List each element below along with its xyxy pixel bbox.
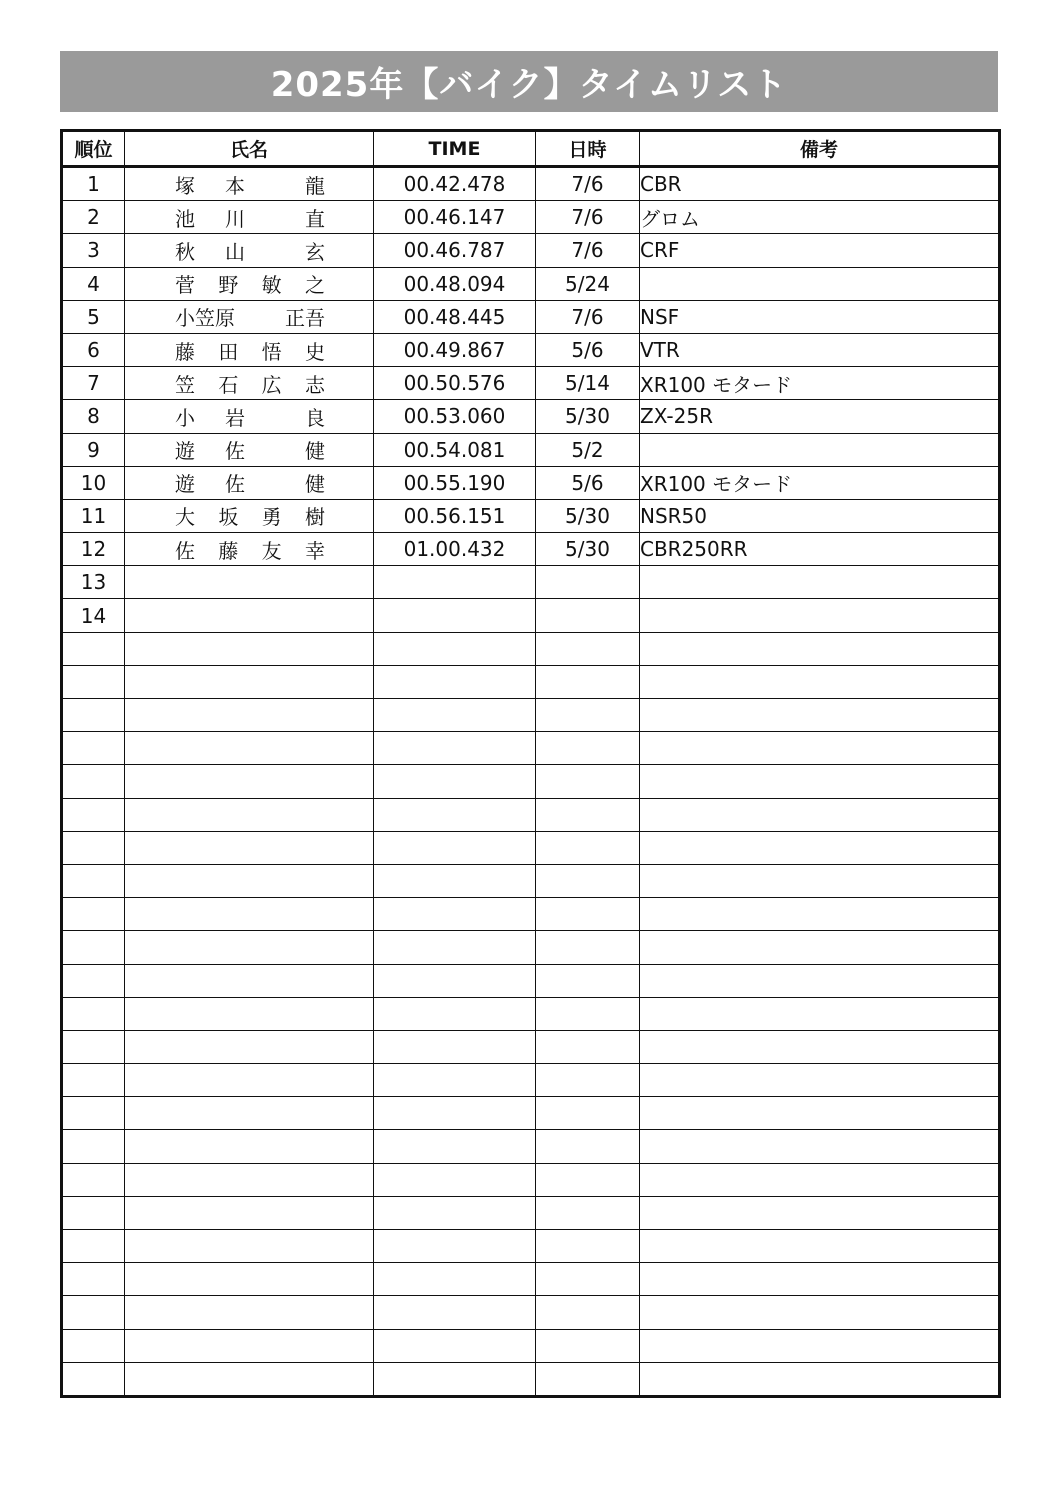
note-cell [640, 267, 1000, 300]
page-title: 2025年【バイク】タイムリスト [60, 51, 998, 112]
name-part: 史 [304, 339, 325, 364]
time-cell: 00.48.094 [374, 267, 536, 300]
name-part: 小笠原 [175, 306, 235, 331]
date-cell: 7/6 [536, 234, 640, 267]
table-row [62, 201, 1000, 234]
note-cell [640, 566, 1000, 599]
time-cell: 00.46.147 [374, 201, 536, 234]
rank-cell: 11 [62, 499, 125, 532]
empty-date-cell [536, 931, 640, 964]
empty-date-cell [536, 732, 640, 765]
table-row [62, 400, 1000, 433]
empty-time-cell [374, 1230, 536, 1263]
name-part: 田 [218, 339, 239, 364]
rank-cell: 7 [62, 367, 125, 400]
date-cell: 5/30 [536, 499, 640, 532]
empty-time-cell [374, 1130, 536, 1163]
empty-rank-cell [62, 931, 125, 964]
time-cell [374, 566, 536, 599]
empty-time-cell [374, 1064, 536, 1097]
name-part: 塚 [175, 173, 195, 198]
empty-date-cell [536, 765, 640, 798]
name-part: 佐 [225, 472, 245, 497]
name-parts [125, 336, 373, 365]
empty-note-cell [640, 1296, 1000, 1329]
date-cell: 5/30 [536, 533, 640, 566]
empty-row [62, 1030, 1000, 1063]
empty-note-cell [640, 632, 1000, 665]
note-cell: グロム [640, 201, 1000, 234]
empty-row [62, 864, 1000, 897]
empty-name-cell [125, 1064, 374, 1097]
name-part: 佐 [225, 439, 245, 464]
table-row [62, 499, 1000, 532]
empty-note-cell [640, 1329, 1000, 1362]
time-cell: 00.42.478 [374, 167, 536, 201]
empty-rank-cell [62, 732, 125, 765]
empty-rank-cell [62, 1064, 125, 1097]
empty-row [62, 632, 1000, 665]
name-parts [125, 203, 373, 232]
time-cell: 00.53.060 [374, 400, 536, 433]
name-part: 良 [305, 405, 325, 430]
empty-rank-cell [62, 864, 125, 897]
empty-rank-cell [62, 798, 125, 831]
empty-row [62, 831, 1000, 864]
empty-name-cell [125, 1030, 374, 1063]
note-cell: CBR250RR [640, 533, 1000, 566]
time-list-table [60, 129, 1001, 1398]
name-part: 菅 [175, 273, 195, 298]
rank-cell: 5 [62, 300, 125, 333]
time-cell: 00.48.445 [374, 300, 536, 333]
empty-note-cell [640, 864, 1000, 897]
empty-rank-cell [62, 1163, 125, 1196]
empty-rank-cell [62, 1329, 125, 1362]
note-cell: VTR [640, 333, 1000, 366]
empty-rank-cell [62, 665, 125, 698]
name-cell [125, 367, 374, 400]
empty-name-cell [125, 1130, 374, 1163]
empty-time-cell [374, 831, 536, 864]
empty-note-cell [640, 898, 1000, 931]
empty-note-cell [640, 699, 1000, 732]
empty-date-cell [536, 1230, 640, 1263]
note-cell: ZX-25R [640, 400, 1000, 433]
table-row [62, 167, 1000, 201]
date-cell [536, 599, 640, 632]
time-cell: 01.00.432 [374, 533, 536, 566]
empty-name-cell [125, 665, 374, 698]
date-cell: 7/6 [536, 300, 640, 333]
table-row [62, 533, 1000, 566]
note-cell: CBR [640, 167, 1000, 201]
empty-time-cell [374, 765, 536, 798]
empty-time-cell [374, 997, 536, 1030]
note-cell: NSR50 [640, 499, 1000, 532]
rank-cell: 13 [62, 566, 125, 599]
header-row [62, 131, 1000, 167]
name-part: 友 [261, 538, 282, 563]
empty-rank-cell [62, 1230, 125, 1263]
name-part: 藤 [218, 538, 239, 563]
empty-name-cell [125, 732, 374, 765]
name-parts [125, 468, 373, 497]
header-date: 日時 [536, 131, 640, 167]
empty-row [62, 1196, 1000, 1229]
note-cell: NSF [640, 300, 1000, 333]
name-part: 遊 [175, 439, 195, 464]
name-part: 之 [304, 273, 325, 298]
empty-time-cell [374, 798, 536, 831]
empty-time-cell [374, 1362, 536, 1396]
empty-note-cell [640, 1230, 1000, 1263]
name-part: 玄 [305, 239, 325, 264]
empty-time-cell [374, 665, 536, 698]
empty-time-cell [374, 864, 536, 897]
empty-name-cell [125, 1230, 374, 1263]
date-cell: 7/6 [536, 167, 640, 201]
empty-date-cell [536, 864, 640, 897]
empty-note-cell [640, 1362, 1000, 1396]
name-part: 石 [218, 372, 239, 397]
rank-cell: 2 [62, 201, 125, 234]
empty-rank-cell [62, 1097, 125, 1130]
name-cell [125, 267, 374, 300]
empty-note-cell [640, 1030, 1000, 1063]
name-part: 小 [175, 405, 195, 430]
empty-row [62, 798, 1000, 831]
empty-rank-cell [62, 632, 125, 665]
empty-time-cell [374, 1296, 536, 1329]
empty-name-cell [125, 964, 374, 997]
empty-date-cell [536, 1296, 640, 1329]
time-cell: 00.46.787 [374, 234, 536, 267]
empty-name-cell [125, 1329, 374, 1362]
empty-name-cell [125, 1296, 374, 1329]
name-part: 秋 [175, 239, 195, 264]
name-part: 健 [305, 472, 325, 497]
name-cell [125, 333, 374, 366]
note-cell [640, 599, 1000, 632]
empty-note-cell [640, 831, 1000, 864]
name-part: 野 [218, 273, 239, 298]
rank-cell: 3 [62, 234, 125, 267]
time-cell: 00.49.867 [374, 333, 536, 366]
empty-date-cell [536, 997, 640, 1030]
name-parts [125, 402, 373, 431]
empty-rank-cell [62, 1196, 125, 1229]
name-parts [125, 236, 373, 265]
name-parts [125, 269, 373, 298]
name-part: 池 [175, 206, 195, 231]
name-cell [125, 167, 374, 201]
empty-row [62, 1362, 1000, 1396]
empty-row [62, 1329, 1000, 1362]
table-row [62, 367, 1000, 400]
empty-rank-cell [62, 1130, 125, 1163]
name-part: 山 [225, 239, 245, 264]
empty-name-cell [125, 931, 374, 964]
date-cell [536, 566, 640, 599]
empty-name-cell [125, 1362, 374, 1396]
name-cell [125, 234, 374, 267]
empty-time-cell [374, 964, 536, 997]
name-cell [125, 499, 374, 532]
table-row [62, 466, 1000, 499]
empty-row [62, 732, 1000, 765]
table-row [62, 333, 1000, 366]
name-parts [125, 369, 373, 398]
name-part: 悟 [261, 339, 282, 364]
empty-name-cell [125, 699, 374, 732]
table-row [62, 433, 1000, 466]
empty-row [62, 1163, 1000, 1196]
name-part: 直 [305, 206, 325, 231]
name-cell [125, 566, 374, 599]
empty-note-cell [640, 997, 1000, 1030]
empty-note-cell [640, 1130, 1000, 1163]
empty-note-cell [640, 1064, 1000, 1097]
header-rank: 順位 [62, 131, 125, 167]
empty-time-cell [374, 898, 536, 931]
empty-name-cell [125, 831, 374, 864]
empty-name-cell [125, 898, 374, 931]
empty-rank-cell [62, 997, 125, 1030]
name-part: 健 [305, 439, 325, 464]
empty-rank-cell [62, 699, 125, 732]
empty-date-cell [536, 1329, 640, 1362]
rank-cell: 10 [62, 466, 125, 499]
empty-name-cell [125, 632, 374, 665]
time-cell: 00.50.576 [374, 367, 536, 400]
empty-time-cell [374, 1263, 536, 1296]
name-part: 龍 [305, 173, 325, 198]
empty-date-cell [536, 632, 640, 665]
table-row [62, 267, 1000, 300]
name-part: 敏 [261, 273, 282, 298]
date-cell: 5/30 [536, 400, 640, 433]
empty-row [62, 964, 1000, 997]
empty-note-cell [640, 765, 1000, 798]
empty-row [62, 997, 1000, 1030]
empty-note-cell [640, 798, 1000, 831]
empty-note-cell [640, 1263, 1000, 1296]
empty-row [62, 1263, 1000, 1296]
empty-time-cell [374, 699, 536, 732]
header-name: 氏名 [125, 131, 374, 167]
empty-time-cell [374, 732, 536, 765]
empty-time-cell [374, 632, 536, 665]
empty-date-cell [536, 964, 640, 997]
empty-rank-cell [62, 964, 125, 997]
name-cell [125, 599, 374, 632]
name-part: 勇 [261, 505, 282, 530]
name-part: 岩 [225, 405, 245, 430]
empty-name-cell [125, 864, 374, 897]
name-part: 本 [225, 173, 245, 198]
empty-date-cell [536, 1130, 640, 1163]
empty-row [62, 1097, 1000, 1130]
time-cell: 00.56.151 [374, 499, 536, 532]
note-cell: XR100 モタード [640, 367, 1000, 400]
date-cell: 5/6 [536, 466, 640, 499]
empty-rank-cell [62, 831, 125, 864]
table-row [62, 234, 1000, 267]
name-part: 志 [304, 372, 325, 397]
date-cell: 5/24 [536, 267, 640, 300]
empty-name-cell [125, 765, 374, 798]
empty-date-cell [536, 1064, 640, 1097]
name-part: 樹 [304, 505, 325, 530]
name-parts [125, 170, 373, 199]
rank-cell: 6 [62, 333, 125, 366]
empty-note-cell [640, 931, 1000, 964]
empty-time-cell [374, 1196, 536, 1229]
date-cell: 5/2 [536, 433, 640, 466]
header-time: TIME [374, 131, 536, 167]
empty-note-cell [640, 1163, 1000, 1196]
name-part: 藤 [175, 339, 195, 364]
empty-note-cell [640, 665, 1000, 698]
empty-date-cell [536, 665, 640, 698]
note-cell: XR100 モタード [640, 466, 1000, 499]
empty-name-cell [125, 1196, 374, 1229]
time-cell: 00.55.190 [374, 466, 536, 499]
empty-rank-cell [62, 1296, 125, 1329]
name-parts [125, 435, 373, 464]
empty-date-cell [536, 1263, 640, 1296]
name-part: 川 [225, 206, 245, 231]
empty-name-cell [125, 1097, 374, 1130]
empty-time-cell [374, 1097, 536, 1130]
empty-rank-cell [62, 765, 125, 798]
table-row [62, 566, 1000, 599]
empty-date-cell [536, 1362, 640, 1396]
empty-row [62, 1296, 1000, 1329]
date-cell: 5/14 [536, 367, 640, 400]
empty-note-cell [640, 732, 1000, 765]
rank-cell: 12 [62, 533, 125, 566]
name-part: 坂 [218, 505, 239, 530]
empty-row [62, 665, 1000, 698]
empty-name-cell [125, 798, 374, 831]
name-part: 幸 [304, 538, 325, 563]
empty-name-cell [125, 1263, 374, 1296]
empty-time-cell [374, 1163, 536, 1196]
empty-time-cell [374, 931, 536, 964]
time-cell [374, 599, 536, 632]
empty-date-cell [536, 1097, 640, 1130]
name-part: 正吾 [285, 306, 325, 331]
empty-note-cell [640, 1097, 1000, 1130]
name-cell [125, 201, 374, 234]
table-row [62, 300, 1000, 333]
name-parts [125, 302, 373, 331]
empty-time-cell [374, 1329, 536, 1362]
rank-cell: 1 [62, 167, 125, 201]
note-cell [640, 433, 1000, 466]
name-part: 大 [175, 505, 195, 530]
name-cell [125, 533, 374, 566]
name-parts [125, 535, 373, 564]
note-cell: CRF [640, 234, 1000, 267]
empty-date-cell [536, 898, 640, 931]
empty-row [62, 699, 1000, 732]
name-cell [125, 300, 374, 333]
header-note: 備考 [640, 131, 1000, 167]
empty-row [62, 1130, 1000, 1163]
empty-note-cell [640, 1196, 1000, 1229]
empty-note-cell [640, 964, 1000, 997]
empty-date-cell [536, 1196, 640, 1229]
name-part: 広 [261, 372, 282, 397]
table-row [62, 599, 1000, 632]
rank-cell: 14 [62, 599, 125, 632]
empty-time-cell [374, 1030, 536, 1063]
empty-date-cell [536, 831, 640, 864]
empty-row [62, 1064, 1000, 1097]
empty-name-cell [125, 1163, 374, 1196]
table-body [62, 167, 1000, 1397]
empty-rank-cell [62, 1263, 125, 1296]
empty-rank-cell [62, 1030, 125, 1063]
name-cell [125, 400, 374, 433]
name-cell [125, 466, 374, 499]
empty-rank-cell [62, 898, 125, 931]
empty-date-cell [536, 1163, 640, 1196]
name-part: 佐 [175, 538, 195, 563]
time-cell: 00.54.081 [374, 433, 536, 466]
empty-date-cell [536, 1030, 640, 1063]
name-part: 笠 [175, 372, 195, 397]
rank-cell: 4 [62, 267, 125, 300]
empty-row [62, 765, 1000, 798]
empty-row [62, 1230, 1000, 1263]
empty-date-cell [536, 798, 640, 831]
empty-date-cell [536, 699, 640, 732]
empty-row [62, 931, 1000, 964]
empty-name-cell [125, 997, 374, 1030]
date-cell: 7/6 [536, 201, 640, 234]
date-cell: 5/6 [536, 333, 640, 366]
empty-row [62, 898, 1000, 931]
name-part: 遊 [175, 472, 195, 497]
rank-cell: 8 [62, 400, 125, 433]
rank-cell: 9 [62, 433, 125, 466]
empty-rank-cell [62, 1362, 125, 1396]
name-parts [125, 501, 373, 530]
name-cell [125, 433, 374, 466]
